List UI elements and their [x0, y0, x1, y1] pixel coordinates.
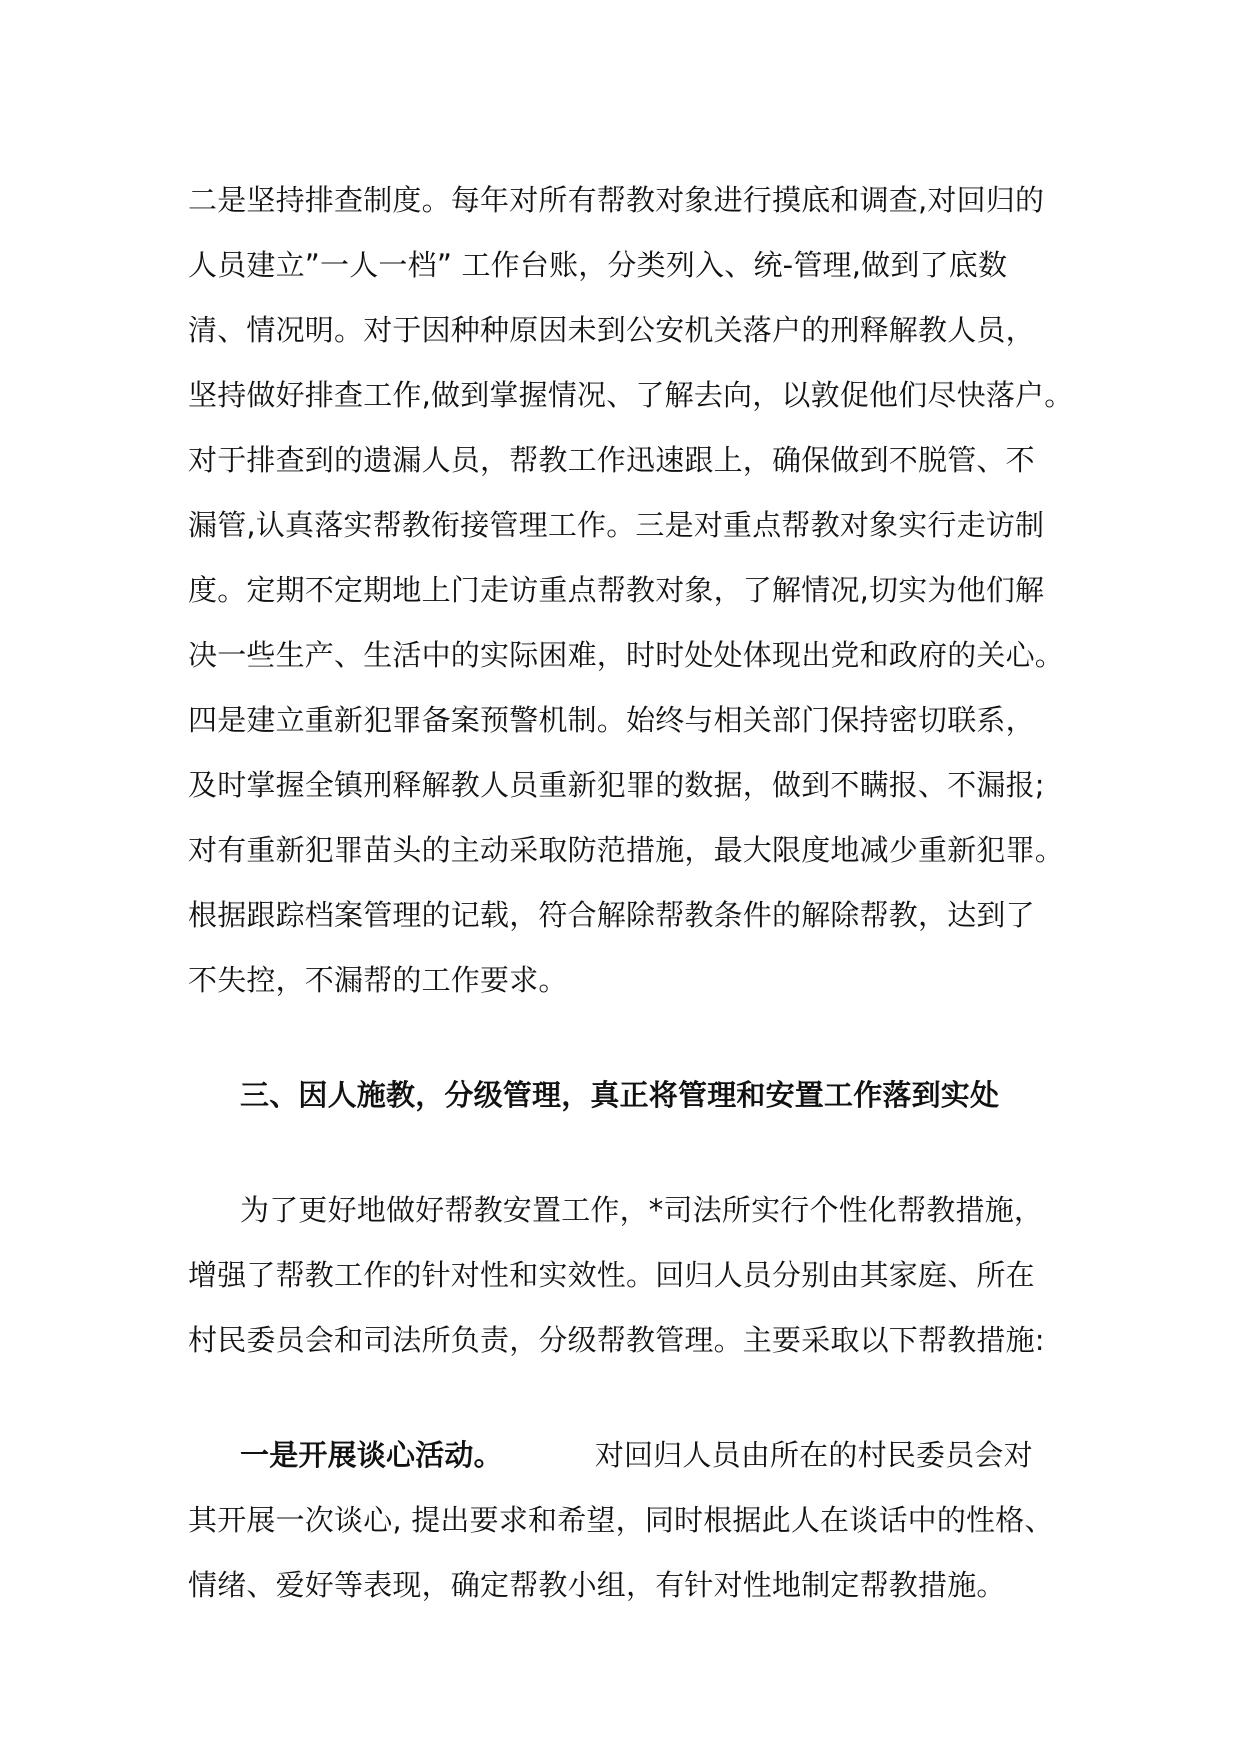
text-line: 决一些生产、生活中的实际困难，时时处处体现出党和政府的关心。 — [188, 638, 1065, 672]
section-heading: 三、因人施教，分级管理，真正将管理和安置工作落到实处 — [240, 1078, 1000, 1112]
text-line: 不失控，不漏帮的工作要求。 — [188, 963, 568, 997]
text-line: 度。定期不定期地上门走访重点帮教对象，了解情况,切实为他们解 — [188, 573, 1045, 607]
text-line: 及时掌握全镇刑释解教人员重新犯罪的数据，做到不瞒报、不漏报; — [188, 768, 1045, 802]
text-line: 人员建立”一人一档” 工作台账，分类列入、统-管理,做到了底数 — [188, 248, 1008, 282]
lead-rest-text: 对回归人员由所在的村民委员会对 — [594, 1438, 1033, 1472]
text-line: 村民委员会和司法所负责，分级帮教管理。主要采取以下帮教措施: — [188, 1323, 1045, 1357]
text-line: 坚持做好排查工作,做到掌握情况、了解去向，以敦促他们尽快落户。 — [188, 378, 1074, 412]
text-line: 增强了帮教工作的针对性和实效性。回归人员分别由其家庭、所在 — [188, 1258, 1035, 1292]
text-line: 其开展一次谈心, 提出要求和希望，同时根据此人在谈话中的性格、 — [188, 1503, 1054, 1537]
text-line: 为了更好地做好帮教安置工作，*司法所实行个性化帮教措施， — [240, 1193, 1044, 1227]
paragraph-gap — [188, 1128, 1068, 1178]
text-line: 对有重新犯罪苗头的主动采取防范措施，最大限度地减少重新犯罪。 — [188, 833, 1065, 867]
text-line: 漏管,认真落实帮教衔接管理工作。三是对重点帮教对象实行走访制 — [188, 508, 1045, 542]
text-line: 四是建立重新犯罪备案预警机制。始终与相关部门保持密切联系， — [188, 703, 1035, 737]
paragraph-gap — [188, 1373, 1068, 1423]
text-line: 二是坚持排查制度。每年对所有帮教对象进行摸底和调查,对回归的 — [188, 183, 1045, 217]
text-line-with-lead — [188, 1423, 1068, 1488]
text-line: 对于排查到的遗漏人员，帮教工作迅速跟上，确保做到不脱管、不 — [188, 443, 1035, 477]
text-line: 根据跟踪档案管理的记载，符合解除帮教条件的解除帮教，达到了 — [188, 898, 1035, 932]
lead-bold-text: 一是开展谈心活动。 — [240, 1438, 503, 1472]
paragraph-screening-system — [188, 168, 1074, 1013]
paragraph-individualized-measures — [188, 1178, 1068, 1373]
paragraph-heart-to-heart — [188, 1423, 1068, 1618]
text-line: 情绪、爱好等表现，确定帮教小组，有针对性地制定帮教措施。 — [188, 1568, 1006, 1602]
text-line: 清、情况明。对于因种种原因未到公安机关落户的刑释解教人员， — [188, 313, 1035, 347]
paragraph-gap — [188, 1013, 1068, 1063]
document-page — [188, 168, 1074, 1618]
